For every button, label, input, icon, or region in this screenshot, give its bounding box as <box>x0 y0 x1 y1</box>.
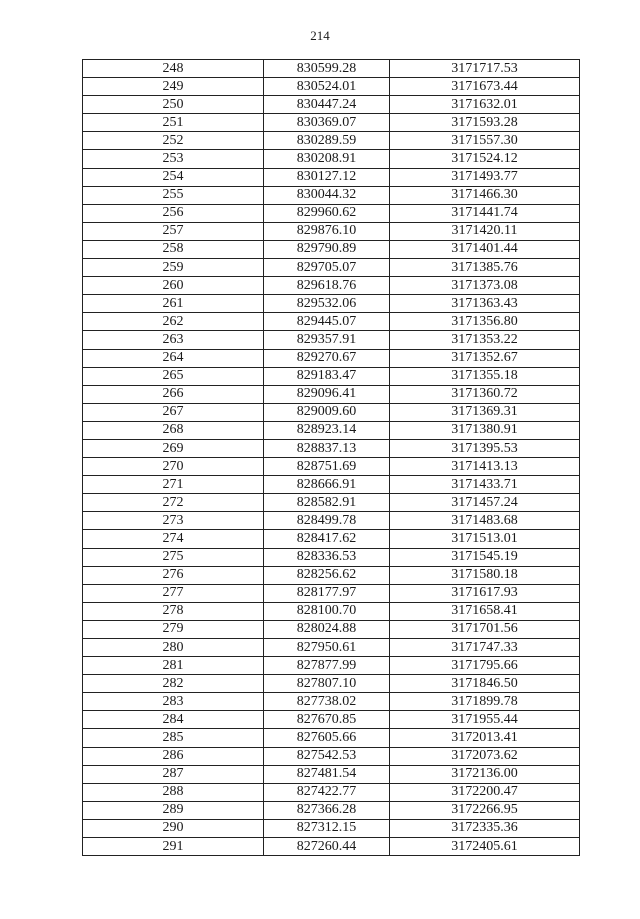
page-number: 214 <box>310 28 330 43</box>
point-number-cell: 287 <box>83 765 264 783</box>
x-coordinate-cell: 829618.76 <box>264 277 390 295</box>
point-number-cell: 264 <box>83 349 264 367</box>
table-row <box>83 222 580 240</box>
y-coordinate-cell: 3171395.53 <box>390 439 580 457</box>
y-coordinate-cell: 3171363.43 <box>390 295 580 313</box>
point-number-cell: 257 <box>83 222 264 240</box>
point-number-cell: 285 <box>83 729 264 747</box>
point-number-cell: 282 <box>83 675 264 693</box>
y-coordinate-cell: 3172335.36 <box>390 819 580 837</box>
y-coordinate-cell: 3171658.41 <box>390 602 580 620</box>
y-coordinate-cell: 3171701.56 <box>390 620 580 638</box>
table-row <box>83 548 580 566</box>
table-row <box>83 512 580 530</box>
point-number-cell: 270 <box>83 458 264 476</box>
y-coordinate-cell: 3171360.72 <box>390 385 580 403</box>
x-coordinate-cell: 827312.15 <box>264 819 390 837</box>
y-coordinate-cell: 3171899.78 <box>390 693 580 711</box>
table-row <box>83 530 580 548</box>
point-number-cell: 272 <box>83 494 264 512</box>
x-coordinate-cell: 829960.62 <box>264 204 390 222</box>
table-row <box>83 96 580 114</box>
point-number-cell: 277 <box>83 584 264 602</box>
y-coordinate-cell: 3171356.80 <box>390 313 580 331</box>
table-row <box>83 765 580 783</box>
table-row <box>83 639 580 657</box>
y-coordinate-cell: 3171385.76 <box>390 259 580 277</box>
x-coordinate-cell: 828417.62 <box>264 530 390 548</box>
y-coordinate-cell: 3172136.00 <box>390 765 580 783</box>
x-coordinate-cell: 828177.97 <box>264 584 390 602</box>
table-row <box>83 240 580 258</box>
x-coordinate-cell: 828582.91 <box>264 494 390 512</box>
table-row <box>83 313 580 331</box>
point-number-cell: 273 <box>83 512 264 530</box>
x-coordinate-cell: 827738.02 <box>264 693 390 711</box>
table-row <box>83 367 580 385</box>
y-coordinate-cell: 3171369.31 <box>390 403 580 421</box>
table-row <box>83 838 580 856</box>
y-coordinate-cell: 3171846.50 <box>390 675 580 693</box>
table-row <box>83 620 580 638</box>
x-coordinate-cell: 827807.10 <box>264 675 390 693</box>
y-coordinate-cell: 3171717.53 <box>390 60 580 78</box>
point-number-cell: 288 <box>83 783 264 801</box>
table-row <box>83 747 580 765</box>
y-coordinate-cell: 3172266.95 <box>390 801 580 819</box>
x-coordinate-cell: 828751.69 <box>264 458 390 476</box>
x-coordinate-cell: 827366.28 <box>264 801 390 819</box>
table-row <box>83 60 580 78</box>
table-row <box>83 78 580 96</box>
table-row <box>83 657 580 675</box>
table-row <box>83 801 580 819</box>
x-coordinate-cell: 829876.10 <box>264 222 390 240</box>
point-number-cell: 280 <box>83 639 264 657</box>
table-row <box>83 150 580 168</box>
x-coordinate-cell: 828499.78 <box>264 512 390 530</box>
table-row <box>83 385 580 403</box>
point-number-cell: 249 <box>83 78 264 96</box>
x-coordinate-cell: 828666.91 <box>264 476 390 494</box>
y-coordinate-cell: 3171441.74 <box>390 204 580 222</box>
x-coordinate-cell: 828256.62 <box>264 566 390 584</box>
y-coordinate-cell: 3171617.93 <box>390 584 580 602</box>
point-number-cell: 250 <box>83 96 264 114</box>
x-coordinate-cell: 829705.07 <box>264 259 390 277</box>
x-coordinate-cell: 829096.41 <box>264 385 390 403</box>
coordinate-table <box>82 59 580 856</box>
point-number-cell: 268 <box>83 421 264 439</box>
point-number-cell: 248 <box>83 60 264 78</box>
y-coordinate-cell: 3171373.08 <box>390 277 580 295</box>
x-coordinate-cell: 830127.12 <box>264 168 390 186</box>
x-coordinate-cell: 828024.88 <box>264 620 390 638</box>
y-coordinate-cell: 3171557.30 <box>390 132 580 150</box>
y-coordinate-cell: 3171466.30 <box>390 186 580 204</box>
table-row <box>83 693 580 711</box>
y-coordinate-cell: 3171355.18 <box>390 367 580 385</box>
point-number-cell: 263 <box>83 331 264 349</box>
x-coordinate-cell: 827481.54 <box>264 765 390 783</box>
x-coordinate-cell: 829532.06 <box>264 295 390 313</box>
y-coordinate-cell: 3171353.22 <box>390 331 580 349</box>
table-row <box>83 494 580 512</box>
table-row <box>83 476 580 494</box>
table-row <box>83 421 580 439</box>
point-number-cell: 283 <box>83 693 264 711</box>
point-number-cell: 262 <box>83 313 264 331</box>
table-row <box>83 114 580 132</box>
table-row <box>83 204 580 222</box>
y-coordinate-cell: 3171673.44 <box>390 78 580 96</box>
point-number-cell: 274 <box>83 530 264 548</box>
point-number-cell: 271 <box>83 476 264 494</box>
point-number-cell: 278 <box>83 602 264 620</box>
x-coordinate-cell: 830599.28 <box>264 60 390 78</box>
point-number-cell: 275 <box>83 548 264 566</box>
table-row <box>83 349 580 367</box>
point-number-cell: 260 <box>83 277 264 295</box>
table-row <box>83 277 580 295</box>
table-row <box>83 132 580 150</box>
point-number-cell: 276 <box>83 566 264 584</box>
y-coordinate-cell: 3171513.01 <box>390 530 580 548</box>
table-row <box>83 168 580 186</box>
point-number-cell: 286 <box>83 747 264 765</box>
x-coordinate-cell: 827950.61 <box>264 639 390 657</box>
point-number-cell: 290 <box>83 819 264 837</box>
x-coordinate-cell: 829183.47 <box>264 367 390 385</box>
table-row <box>83 566 580 584</box>
point-number-cell: 279 <box>83 620 264 638</box>
point-number-cell: 256 <box>83 204 264 222</box>
table-row <box>83 819 580 837</box>
table-row <box>83 711 580 729</box>
table-row <box>83 331 580 349</box>
x-coordinate-cell: 828923.14 <box>264 421 390 439</box>
y-coordinate-cell: 3171380.91 <box>390 421 580 439</box>
point-number-cell: 269 <box>83 439 264 457</box>
x-coordinate-cell: 827670.85 <box>264 711 390 729</box>
table-row <box>83 186 580 204</box>
point-number-cell: 291 <box>83 838 264 856</box>
table-row <box>83 439 580 457</box>
y-coordinate-cell: 3171433.71 <box>390 476 580 494</box>
point-number-cell: 265 <box>83 367 264 385</box>
y-coordinate-cell: 3171493.77 <box>390 168 580 186</box>
y-coordinate-cell: 3171795.66 <box>390 657 580 675</box>
point-number-cell: 281 <box>83 657 264 675</box>
point-number-cell: 251 <box>83 114 264 132</box>
x-coordinate-cell: 829009.60 <box>264 403 390 421</box>
y-coordinate-cell: 3171483.68 <box>390 512 580 530</box>
point-number-cell: 252 <box>83 132 264 150</box>
table-row <box>83 259 580 277</box>
point-number-cell: 255 <box>83 186 264 204</box>
x-coordinate-cell: 829445.07 <box>264 313 390 331</box>
y-coordinate-cell: 3171632.01 <box>390 96 580 114</box>
point-number-cell: 254 <box>83 168 264 186</box>
table-row <box>83 675 580 693</box>
point-number-cell: 289 <box>83 801 264 819</box>
y-coordinate-cell: 3171747.33 <box>390 639 580 657</box>
point-number-cell: 261 <box>83 295 264 313</box>
y-coordinate-cell: 3171457.24 <box>390 494 580 512</box>
y-coordinate-cell: 3171580.18 <box>390 566 580 584</box>
x-coordinate-cell: 830447.24 <box>264 96 390 114</box>
table-row <box>83 584 580 602</box>
x-coordinate-cell: 830208.91 <box>264 150 390 168</box>
point-number-cell: 253 <box>83 150 264 168</box>
y-coordinate-cell: 3171420.11 <box>390 222 580 240</box>
x-coordinate-cell: 828100.70 <box>264 602 390 620</box>
x-coordinate-cell: 827422.77 <box>264 783 390 801</box>
y-coordinate-cell: 3171401.44 <box>390 240 580 258</box>
x-coordinate-cell: 829270.67 <box>264 349 390 367</box>
point-number-cell: 267 <box>83 403 264 421</box>
y-coordinate-cell: 3172200.47 <box>390 783 580 801</box>
table-row <box>83 458 580 476</box>
x-coordinate-cell: 828336.53 <box>264 548 390 566</box>
table-row <box>83 729 580 747</box>
coordinate-table-body <box>83 60 580 856</box>
x-coordinate-cell: 830524.01 <box>264 78 390 96</box>
x-coordinate-cell: 829790.89 <box>264 240 390 258</box>
y-coordinate-cell: 3172013.41 <box>390 729 580 747</box>
y-coordinate-cell: 3171545.19 <box>390 548 580 566</box>
y-coordinate-cell: 3171524.12 <box>390 150 580 168</box>
table-row <box>83 295 580 313</box>
y-coordinate-cell: 3172073.62 <box>390 747 580 765</box>
y-coordinate-cell: 3172405.61 <box>390 838 580 856</box>
y-coordinate-cell: 3171955.44 <box>390 711 580 729</box>
x-coordinate-cell: 827542.53 <box>264 747 390 765</box>
point-number-cell: 284 <box>83 711 264 729</box>
x-coordinate-cell: 829357.91 <box>264 331 390 349</box>
table-row <box>83 403 580 421</box>
x-coordinate-cell: 828837.13 <box>264 439 390 457</box>
x-coordinate-cell: 827605.66 <box>264 729 390 747</box>
y-coordinate-cell: 3171352.67 <box>390 349 580 367</box>
table-row <box>83 783 580 801</box>
point-number-cell: 258 <box>83 240 264 258</box>
x-coordinate-cell: 830369.07 <box>264 114 390 132</box>
y-coordinate-cell: 3171593.28 <box>390 114 580 132</box>
x-coordinate-cell: 830044.32 <box>264 186 390 204</box>
point-number-cell: 266 <box>83 385 264 403</box>
y-coordinate-cell: 3171413.13 <box>390 458 580 476</box>
x-coordinate-cell: 827260.44 <box>264 838 390 856</box>
x-coordinate-cell: 827877.99 <box>264 657 390 675</box>
table-row <box>83 602 580 620</box>
point-number-cell: 259 <box>83 259 264 277</box>
x-coordinate-cell: 830289.59 <box>264 132 390 150</box>
